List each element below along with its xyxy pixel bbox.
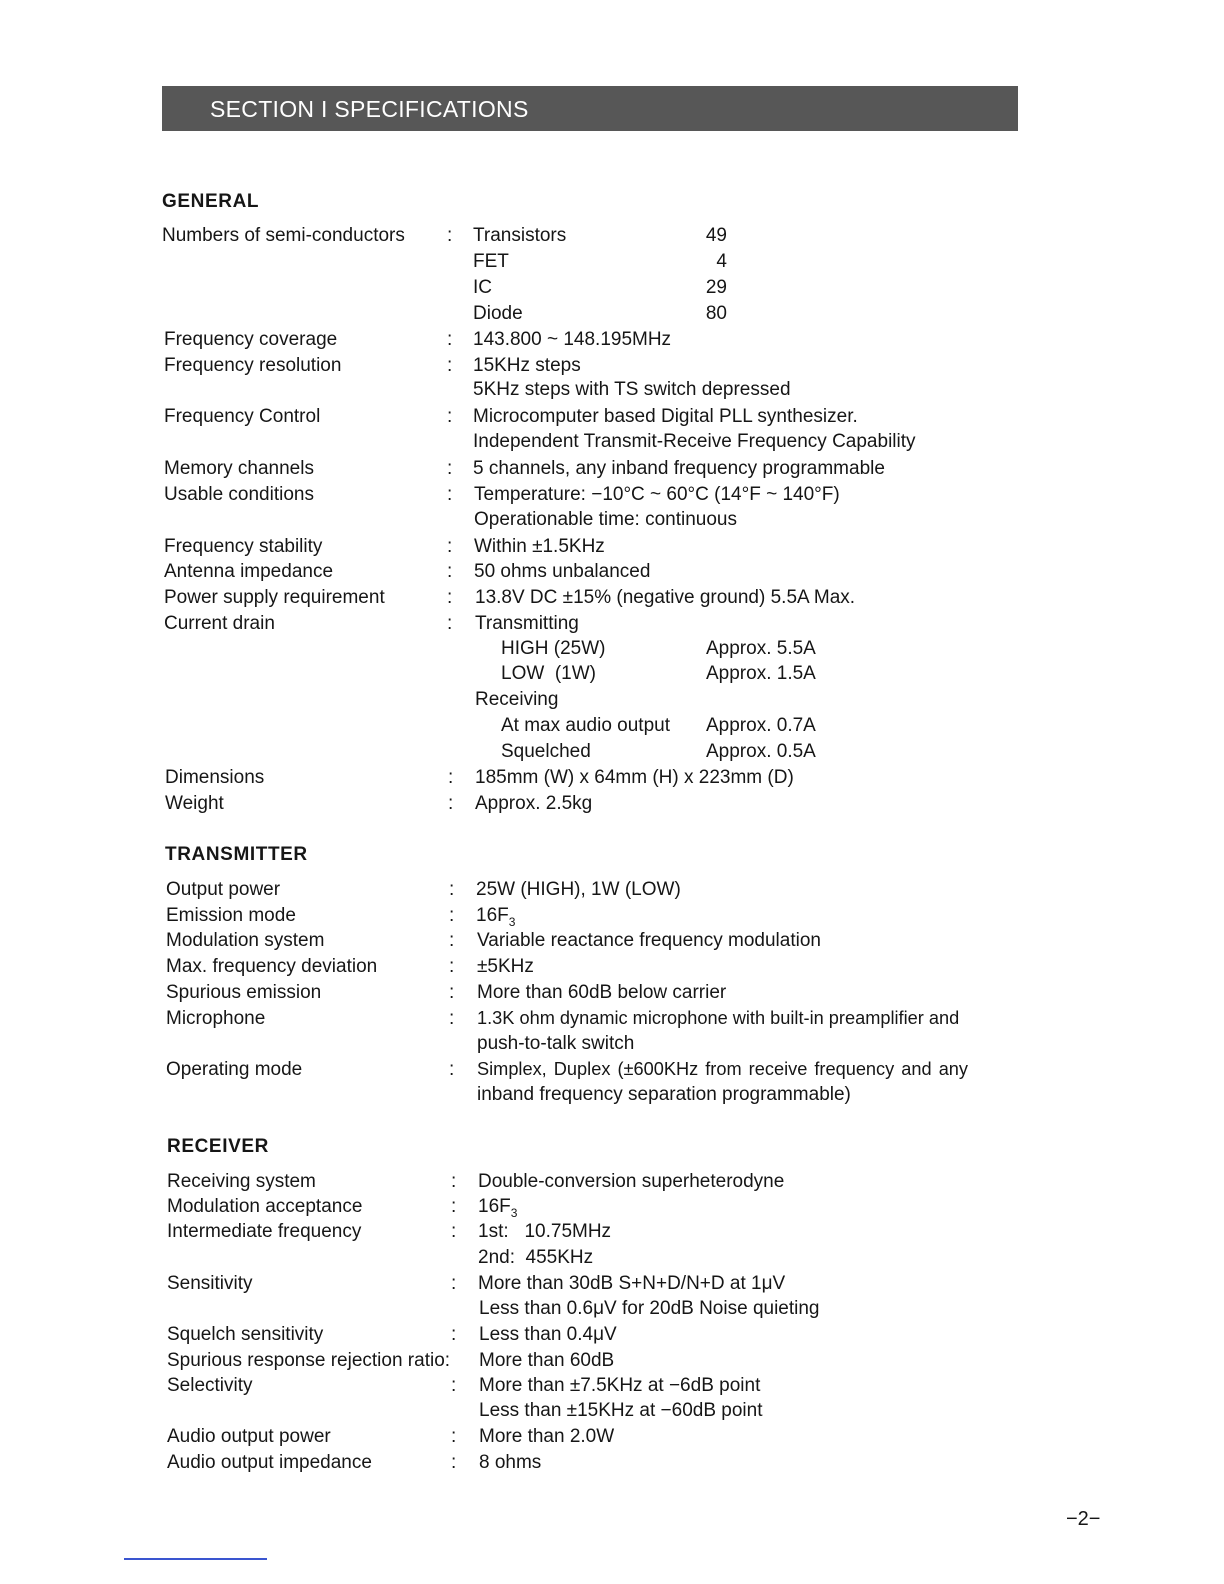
colon: : <box>449 982 455 1003</box>
spec-value: 13.8V DC ±15% (negative ground) 5.5A Max. <box>475 587 856 608</box>
spec-label: Microphone <box>166 1008 266 1029</box>
colon: : <box>449 1008 455 1029</box>
colon: : <box>447 613 453 634</box>
spec-value: 50 ohms unbalanced <box>474 561 651 582</box>
spec-value: Less than ±15KHz at −60dB point <box>479 1400 763 1421</box>
colon: : <box>447 587 453 608</box>
current-mode: LOW (1W) <box>501 663 596 684</box>
current-mode: At max audio output <box>501 715 670 736</box>
acceptance-value: 16F <box>478 1196 511 1217</box>
acceptance-subscript: 3 <box>510 1205 518 1220</box>
spec-value: 2nd: 455KHz <box>478 1247 594 1268</box>
spec-label: Squelch sensitivity <box>167 1324 324 1345</box>
spec-value: More than 2.0W <box>479 1426 615 1447</box>
spec-label: Frequency Control <box>164 406 321 427</box>
colon: : <box>449 930 455 951</box>
colon: : <box>447 458 453 479</box>
spec-value: Within ±1.5KHz <box>474 536 605 557</box>
colon: : <box>451 1375 457 1396</box>
spec-label: Frequency stability <box>164 536 323 557</box>
spec-value: Temperature: −10°C ~ 60°C (14°F ~ 140°F) <box>474 484 840 505</box>
colon: : <box>449 1059 455 1080</box>
emission-value: 16F <box>476 905 509 926</box>
colon: : <box>447 225 453 246</box>
spec-value: Approx. 2.5kg <box>475 793 593 814</box>
semiconductor-count: 80 <box>705 303 727 324</box>
spec-label: Memory channels <box>164 458 314 479</box>
spec-value: 143.800 ~ 148.195MHz <box>473 329 672 350</box>
colon: : <box>451 1324 457 1345</box>
spec-label: Intermediate frequency <box>167 1221 362 1242</box>
section-banner <box>162 86 1018 131</box>
spec-value: 1st: 10.75MHz <box>478 1221 612 1242</box>
spec-label: Emission mode <box>166 905 296 926</box>
spec-label: Max. frequency deviation <box>166 956 378 977</box>
spec-value: 5KHz steps with TS switch depressed <box>473 379 791 400</box>
spec-label: Operating mode <box>166 1059 303 1080</box>
spec-label: Audio output power <box>167 1426 331 1447</box>
spec-label: Audio output impedance <box>167 1452 372 1473</box>
current-value: Approx. 0.5A <box>706 741 816 762</box>
spec-value: Variable reactance frequency modulation <box>477 930 821 951</box>
semiconductors-label: Numbers of semi-conductors <box>162 225 405 246</box>
colon: : <box>451 1452 457 1473</box>
colon: : <box>451 1221 457 1242</box>
colon: : <box>451 1273 457 1294</box>
spec-value: More than ±7.5KHz at −6dB point <box>479 1375 761 1396</box>
spec-label: Spurious emission <box>166 982 322 1003</box>
spec-label: Power supply requirement <box>164 587 385 608</box>
spec-value: More than 60dB <box>479 1350 615 1371</box>
spec-label: Current drain <box>164 613 275 634</box>
current-value: Approx. 1.5A <box>706 663 816 684</box>
colon: : <box>447 561 453 582</box>
colon: : <box>451 1196 457 1217</box>
current-value: Approx. 0.7A <box>706 715 816 736</box>
footer-rule <box>124 1558 267 1560</box>
transmitter-heading: TRANSMITTER <box>165 844 308 865</box>
spec-label: Usable conditions <box>164 484 314 505</box>
spec-value: ±5KHz <box>477 956 534 977</box>
spec-value: Double-conversion superheterodyne <box>478 1171 785 1192</box>
spec-value: push-to-talk switch <box>477 1033 635 1054</box>
spec-value: Less than 0.6μV for 20dB Noise quieting <box>479 1298 820 1319</box>
current-subheading: Transmitting <box>475 613 579 634</box>
spec-label: Frequency coverage <box>164 329 338 350</box>
spec-value: More than 30dB S+N+D/N+D at 1μV <box>478 1273 786 1294</box>
colon: : <box>451 1171 457 1192</box>
spec-value: 185mm (W) x 64mm (H) x 223mm (D) <box>475 767 794 788</box>
colon: : <box>447 355 453 376</box>
emission-subscript: 3 <box>508 914 516 929</box>
spec-label: Modulation system <box>166 930 325 951</box>
colon: : <box>447 329 453 350</box>
page-number: −2− <box>1066 1508 1101 1530</box>
general-heading: GENERAL <box>162 191 260 212</box>
semiconductor-count: 29 <box>705 277 727 298</box>
spec-label: Weight <box>165 793 224 814</box>
spec-value: Microcomputer based Digital PLL synthesizer. <box>473 406 858 427</box>
spec-value: 15KHz steps <box>473 355 581 376</box>
current-value: Approx. 5.5A <box>706 638 816 659</box>
spec-label: Receiving system <box>167 1171 316 1192</box>
spec-value: Independent Transmit-Receive Frequency Capability <box>473 431 916 452</box>
section-title: SECTION I SPECIFICATIONS <box>210 96 529 122</box>
spec-value: Simplex, Duplex (±600KHz from receive frequency and any <box>477 1059 969 1079</box>
current-mode: Squelched <box>501 741 591 762</box>
spec-label: Selectivity <box>167 1375 253 1396</box>
spec-label: Frequency resolution <box>164 355 342 376</box>
spec-value: 5 channels, any inband frequency programmable <box>473 458 885 479</box>
current-subheading: Receiving <box>475 689 559 710</box>
colon: : <box>447 484 453 505</box>
spec-label: Modulation acceptance <box>167 1196 363 1217</box>
spec-value: 8 ohms <box>479 1452 542 1473</box>
spec-value: Operationable time: continuous <box>474 509 737 530</box>
spec-label: Sensitivity <box>167 1273 253 1294</box>
spec-value: inband frequency separation programmable) <box>477 1084 851 1105</box>
semiconductor-count: 4 <box>716 251 727 272</box>
colon: : <box>447 536 453 557</box>
spec-value: More than 60dB below carrier <box>477 982 727 1003</box>
current-mode: HIGH (25W) <box>501 638 606 659</box>
spec-value: 25W (HIGH), 1W (LOW) <box>476 879 681 900</box>
spec-value: 1.3K ohm dynamic microphone with built-in preamplifier and <box>477 1008 960 1028</box>
colon: : <box>448 793 454 814</box>
spec-value: Less than 0.4μV <box>479 1324 617 1345</box>
spec-label: Antenna impedance <box>164 561 334 582</box>
colon: : <box>451 1426 457 1447</box>
semiconductor-name: Diode <box>473 303 523 324</box>
semiconductor-name: Transistors <box>473 225 567 246</box>
colon: : <box>449 956 455 977</box>
spec-label: Dimensions <box>165 767 265 788</box>
semiconductor-name: IC <box>473 277 492 298</box>
colon: : <box>449 879 455 900</box>
spec-label: Output power <box>166 879 281 900</box>
colon: : <box>449 905 455 926</box>
semiconductor-name: FET <box>473 251 509 272</box>
colon: : <box>447 406 453 427</box>
receiver-heading: RECEIVER <box>167 1136 269 1157</box>
semiconductor-count: 49 <box>705 225 727 246</box>
spec-label: Spurious response rejection ratio: <box>167 1350 451 1371</box>
colon: : <box>448 767 454 788</box>
